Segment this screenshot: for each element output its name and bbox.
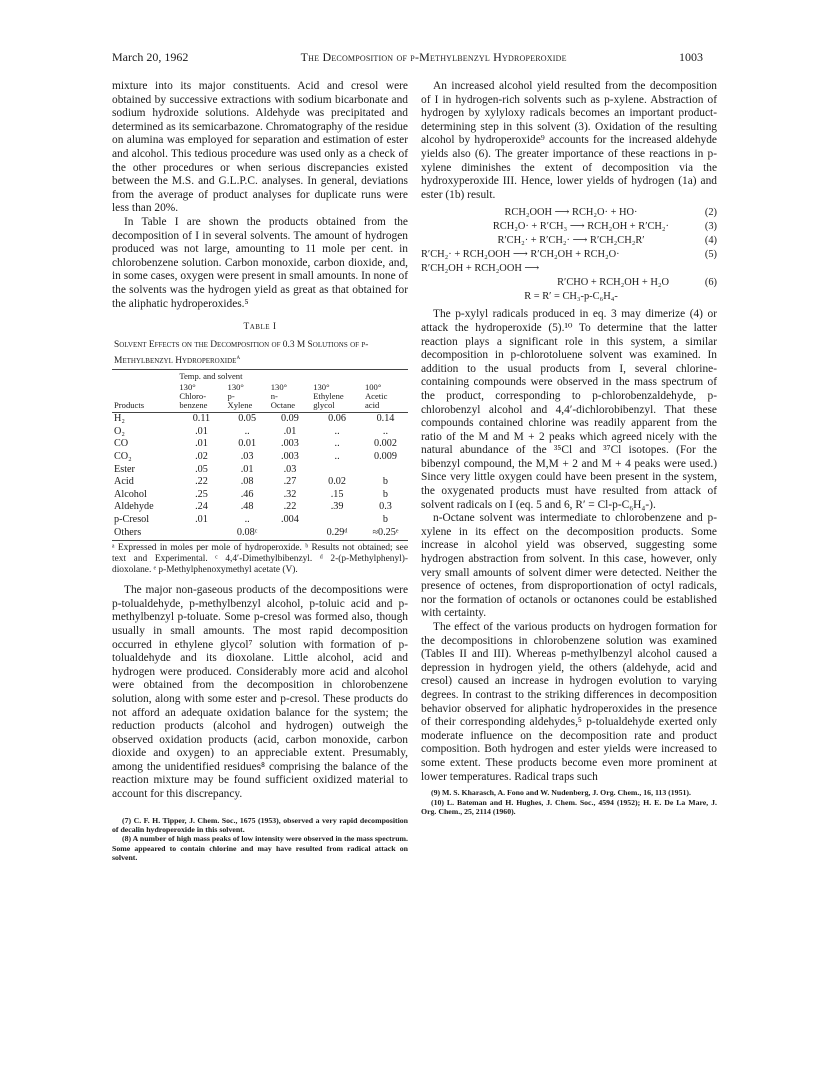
table-cell: .01 bbox=[195, 425, 208, 437]
product-name: Aldehyde bbox=[114, 501, 154, 513]
table-cell: b bbox=[382, 513, 389, 525]
equation bbox=[421, 248, 717, 262]
product-name: Alcohol bbox=[114, 488, 147, 500]
product-name: Others bbox=[112, 527, 177, 541]
column-solvent: Ethylene glycol bbox=[313, 391, 344, 411]
left-column bbox=[112, 80, 408, 863]
column-solvent: Chloro- benzene bbox=[179, 391, 208, 411]
table-cell: .05 bbox=[195, 463, 208, 475]
table-cell: 0.29ᵈ bbox=[311, 527, 363, 541]
column-solvent: n- Octane bbox=[270, 391, 296, 411]
paragraph: In Table I are shown the products obtained from the decomposition of I in several solvents. The amount of hydrogen produced was not large, amounting to 11 mole per cent. in chlorobenzene solution. Carbon monoxide, carbon dioxide, and, in some cases, oxygen were present in small amounts. In none of the solvents was the hydrogen yield as great as that obtained for the aliphatic hydroperoxides.⁵ bbox=[112, 215, 408, 310]
table-cell: .08 bbox=[240, 476, 254, 488]
table-cell: 0.01 bbox=[238, 438, 257, 450]
table-cell: .003 bbox=[281, 438, 299, 450]
footnotes bbox=[421, 788, 717, 816]
running-header bbox=[112, 50, 703, 68]
table-cell bbox=[269, 527, 311, 541]
table-row bbox=[112, 464, 408, 477]
table-cell: .46 bbox=[240, 488, 254, 500]
table-row bbox=[112, 489, 408, 502]
equation-number bbox=[691, 290, 717, 304]
paragraph: mixture into its major constituents. Acid and cresol were obtained by successive extractions with sodium bicarbonate and sodium hydroxide solutions. Aldehyde was precipitated and determined as its semicarbazone. Chromatography of the residue on alumina was employed for separation and estimation of ester and alcohol. This tedious procedure was used only as a check of the other procedures or when serious discrepancies existed between the M.S. and G.L.P.C. analyses. In general, deviations from the average of product analyses for duplicate runs were less than 20%. bbox=[112, 80, 408, 215]
table-cell: .24 bbox=[195, 501, 208, 513]
table-cell: .39 bbox=[330, 501, 344, 513]
table-cell bbox=[311, 514, 363, 527]
table-cell bbox=[311, 464, 363, 477]
table-cell: b bbox=[382, 476, 389, 488]
table-notes: ᵃ Expressed in moles per mole of hydroperoxide. ᵇ Results not obtained; see text and Experimental. ᶜ 4,4′-Dimethylbibenzyl. ᵈ 2-(p-Methylphenyl)-dioxolane. ᵉ p-Methylphenoxymethyl acetate (V). bbox=[112, 543, 408, 576]
table-cell: .. bbox=[334, 425, 340, 437]
column-solvent: Acetic acid bbox=[364, 391, 388, 411]
equation bbox=[421, 206, 717, 220]
paragraph: The effect of the various products on hydrogen formation for the decompositions in chlorobenzene solution was examined (Tables II and III). Whereas p-methylbenzyl alcohol caused a depression in hydrogen yield, the others (aldehyde, acid and cresol) caused an increase in hydrogen evolution to varying degrees. In contrast to the striking differences in decomposition behavior observed for aliphatic hydroperoxides in the presence of their corresponding aldehydes,⁵ p-tolualdehyde exerted only moderate influence on the decomposition rate and product composition. Both hydrogen and ester yields were increased to some extent. These products become even more prominent at lower temperatures. Radical traps such bbox=[421, 621, 717, 783]
footnote: (8) A number of high mass peaks of low intensity were observed in the mass spectrum. Some appeared to contain chlorine and may have resulted from radical attack on solvent. bbox=[112, 834, 408, 863]
table-cell: .27 bbox=[283, 476, 297, 488]
footnote: (7) C. F. H. Tipper, J. Chem. Soc., 1675 (1953), observed a very rapid decomposition of decalin hydroperoxide in this solvent. bbox=[112, 815, 408, 835]
footnote: (10) L. Bateman and H. Hughes, J. Chem. Soc., 4594 (1952); H. E. De La Mare, J. Org. Chem., 25, 2114 (1960). bbox=[421, 797, 717, 816]
table-header-blank bbox=[112, 370, 177, 384]
equation bbox=[421, 220, 717, 234]
paragraph: n-Octane solvent was intermediate to chlorobenzene and p-xylene in its effect on the decomposition products. Some increase in alcohol yield was observed, suggesting some hydrogen abstraction from solvent. In this case, however, only very small amounts of solvent dimer were detected. Neither the presence of octenes, from disproportionation of octyl radicals, nor the formation of octanols or octanones could be established with certainty. bbox=[421, 512, 717, 620]
equation-number: (3) bbox=[704, 221, 717, 233]
table-cell: .32 bbox=[283, 488, 297, 500]
table-cell: .01 bbox=[195, 438, 208, 450]
table-cell: .. bbox=[244, 513, 250, 525]
table-title-text: Solvent Effects on the Decomposition of 0.3 M Solutions of p-Methylbenzyl Hydroperoxide bbox=[114, 340, 369, 367]
table-cell: .15 bbox=[330, 488, 344, 500]
table-caption bbox=[112, 321, 408, 367]
paragraph: An increased alcohol yield resulted from the decomposition of I in hydrogen-rich solvents such as p-xylene. Abstraction of hydrogen by xylyloxy radicals becomes an important product-determining step in this solvent (3). Oxidation of the resulting alcohol by hydroperoxide⁹ accounts for the increased aldehyde yields also (6). The greater importance of these reactions in p-xylene diminishes the extent of decomposition via the hydroxyperoxide III. Hence, lower yields of hydrogen (1a) and ester (1b) result. bbox=[421, 80, 717, 201]
equation bbox=[421, 234, 717, 248]
table-cell: .. bbox=[334, 451, 340, 462]
equation bbox=[421, 290, 717, 304]
equation-expression: R′CH₂· + R′CH₂· ⟶ R′CH₂CH₂R′ bbox=[497, 235, 645, 247]
table-column-header bbox=[269, 383, 311, 413]
table-title bbox=[112, 339, 408, 367]
table-cell: 0.02 bbox=[328, 476, 346, 488]
table-cell: .48 bbox=[240, 501, 254, 513]
table-row bbox=[112, 451, 408, 464]
equation-expression: R = R′ = CH₃-p-C₆H₄- bbox=[524, 291, 618, 303]
table-cell: .003 bbox=[281, 451, 299, 462]
table-cell: 0.002 bbox=[374, 438, 397, 450]
table-column-header bbox=[226, 383, 269, 413]
table-cell: 0.08ᶜ bbox=[226, 527, 269, 541]
equation bbox=[421, 262, 717, 276]
table-row bbox=[112, 476, 408, 489]
table-row bbox=[112, 426, 408, 439]
table-header-products: Products bbox=[112, 383, 177, 413]
equation-expression: RCH₂OOH ⟶ RCH₂O· + HO· bbox=[504, 207, 638, 219]
table-cell: 0.3 bbox=[379, 501, 392, 513]
header-page-number: 1003 bbox=[679, 50, 703, 64]
column-temperature: 130° bbox=[227, 382, 244, 393]
product-name: CO₂ bbox=[114, 451, 132, 462]
column-temperature: 130° bbox=[313, 382, 330, 393]
paragraph: The major non-gaseous products of the decompositions were p-tolualdehyde, p-methylbenzyl alcohol, p-toluic acid and p-methylbenzyl p-toluate. Some p-cresol was formed also, though usually in small amounts. The most rapid decomposition occurred in ethylene glycol⁷ solution with formation of p-tolualdehyde and its dioxolane. Little alcohol, acid and hydrogen were produced. Considerably more acid and alcohol were obtained from the decomposition in chlorobenzene solution, along with some ester and p-cresol. These products do not afford an adequate oxidation balance for the system; the reduction products (alcohol and hydrogen) outweigh the observed oxidation products (acid, carbon monoxide, carbon dioxide and oxygen) to an appreciable extent. Presumably, among the unidentified residues⁸ comprising the balance of the reaction mixture may be found sufficient oxidized material to account for this discrepancy. bbox=[112, 584, 408, 801]
table-title-note: a bbox=[236, 352, 241, 362]
table-cell: .03 bbox=[240, 451, 254, 462]
equation-number: (6) bbox=[704, 277, 717, 289]
table-cell: .. bbox=[334, 438, 340, 450]
equation-number: (5) bbox=[704, 249, 717, 261]
table-number: Table I bbox=[243, 322, 277, 333]
table-row bbox=[112, 501, 408, 514]
table-cell: .. bbox=[244, 425, 250, 437]
table-column-header bbox=[363, 383, 408, 413]
equation-expression: RCH₂O· + R′CH₃ ⟶ RCH₂OH + R′CH₂· bbox=[492, 221, 669, 233]
table-cell: .01 bbox=[195, 513, 208, 525]
equation-expression: R′CHO + RCH₂OH + H₂O bbox=[557, 277, 669, 289]
table-row bbox=[112, 438, 408, 451]
right-column bbox=[421, 80, 717, 816]
product-name: Acid bbox=[114, 476, 134, 488]
product-name: CO bbox=[114, 438, 129, 450]
table-cell: .25 bbox=[195, 488, 208, 500]
table-cell: .02 bbox=[195, 451, 208, 462]
table-cell: 0.09 bbox=[281, 413, 299, 425]
paragraph: The p-xylyl radicals produced in eq. 3 may dimerize (4) or attack the hydroperoxide (5).¹⁰ To determine that the latter reaction plays a significant role in this system, a similar decomposition in p-chlorotoluene solvent was examined. In addition to the usual products from I, several chlorine-containing compounds were observed in the mass spectrum of the product, corresponding to p-chlorobenzaldehyde, p-chlorobenzyl alcohol and 4,4′-dichlorobibenzyl. That these compounds contained chlorine was readily apparent from the ratio of the M and M + 2 peaks which agreed nicely with the natural abundance of the ³⁵Cl and ³⁷Cl isotopes. (For the bibenzyl compound, the M,M + 2 and M + 4 peaks were used.) Since very little oxygen could have been present in the system, the oxygenated products must have resulted from attack of solvent radicals on I (eq. 5 and 6, R′ = Cl-p-C₆H₄-). bbox=[421, 308, 717, 511]
table-cell: .01 bbox=[283, 425, 297, 437]
equation-expression: R′CH₂OH + RCH₂OOH ⟶ bbox=[421, 263, 540, 275]
equation-expression: R′CH₂· + RCH₂OOH ⟶ R′CH₂OH + RCH₂O· bbox=[421, 249, 620, 261]
header-date: March 20, 1962 bbox=[112, 50, 189, 64]
table-cell: .03 bbox=[283, 463, 297, 475]
footnote: (9) M. S. Kharasch, A. Fono and W. Nudenberg, J. Org. Chem., 16, 113 (1951). bbox=[431, 788, 691, 798]
equation-number bbox=[691, 262, 717, 276]
table-cell: .. bbox=[382, 425, 389, 437]
table-cell: 0.11 bbox=[192, 413, 211, 425]
footnotes bbox=[112, 816, 408, 863]
solvent-effects-table bbox=[112, 369, 408, 541]
product-name: Ester bbox=[114, 463, 135, 475]
table-cell: 0.05 bbox=[238, 413, 257, 425]
table-cell: b bbox=[382, 488, 389, 500]
table-cell: .01 bbox=[240, 463, 254, 475]
table-cell: .004 bbox=[281, 513, 299, 525]
table-cell bbox=[177, 527, 225, 541]
table-row bbox=[112, 527, 408, 541]
table-cell bbox=[363, 464, 408, 477]
column-solvent: p- Xylene bbox=[227, 391, 253, 411]
table-row bbox=[112, 413, 408, 426]
equation-block bbox=[421, 206, 717, 304]
product-name: p-Cresol bbox=[114, 513, 150, 525]
table-cell: 0.14 bbox=[376, 413, 395, 425]
column-temperature: 100° bbox=[364, 382, 382, 393]
table-cell: ≈0.25ᵉ bbox=[363, 527, 408, 541]
table-cell: .22 bbox=[195, 476, 208, 488]
table-group-header: Temp. and solvent bbox=[177, 370, 408, 384]
product-name: O₂ bbox=[114, 425, 125, 437]
equation-number: (4) bbox=[704, 235, 717, 247]
product-name: H₂ bbox=[114, 413, 125, 425]
table-cell: 0.06 bbox=[328, 413, 346, 425]
table-row bbox=[112, 514, 408, 527]
table-cell: 0.009 bbox=[374, 451, 397, 462]
equation-number: (2) bbox=[704, 207, 717, 219]
table-column-header bbox=[311, 383, 363, 413]
equation bbox=[421, 276, 717, 290]
table-cell: .22 bbox=[283, 501, 297, 513]
column-temperature: 130° bbox=[179, 382, 196, 393]
column-temperature: 130° bbox=[270, 382, 288, 393]
header-title: The Decomposition of p-Methylbenzyl Hydroperoxide bbox=[300, 50, 567, 64]
table-column-header bbox=[177, 383, 225, 413]
